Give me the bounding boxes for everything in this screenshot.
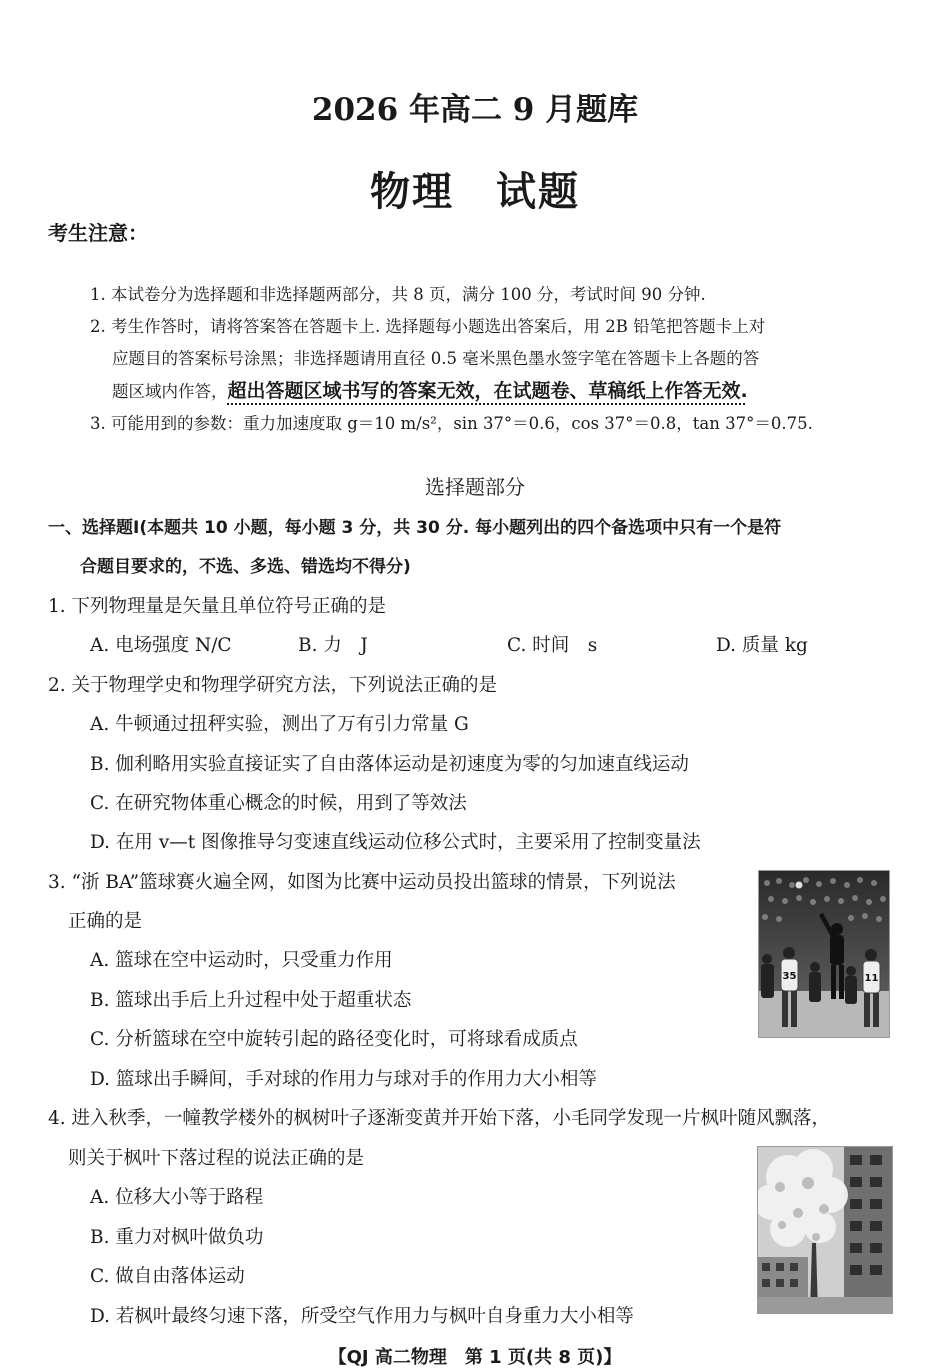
maple-tree-illustration: [758, 1147, 892, 1313]
basketball-photo: [758, 870, 890, 1038]
q2-option-a: A. 牛顿通过扭秤实验，测出了万有引力常量 G: [90, 714, 469, 735]
notice-item-1: 1. 本试卷分为选择题和非选择题两部分，共 8 页，满分 100 分，考试时间 90 分钟.: [90, 285, 706, 304]
q2-option-b: B. 伽利略用实验直接证实了自由落体运动是初速度为零的匀加速直线运动: [90, 754, 689, 775]
q1-option-c: C. 时间 s: [507, 635, 598, 656]
q4-stem-line2: 则关于枫叶下落过程的说法正确的是: [68, 1148, 365, 1169]
q1-option-b: B. 力 J: [298, 635, 368, 656]
section-title: 选择题部分: [425, 475, 525, 499]
q3-option-a: A. 篮球在空中运动时，只受重力作用: [90, 950, 393, 971]
q4-option-a: A. 位移大小等于路程: [90, 1187, 264, 1208]
q1-option-a: A. 电场强度 N/C: [90, 635, 232, 656]
basketball-scene-illustration: [759, 871, 889, 1037]
part1-instructions-line2: 合题目要求的，不选、多选、错选均不得分): [80, 557, 411, 577]
notice-item-2-line3-plain: 题区域内作答，: [112, 382, 228, 401]
notice-item-3: 3. 可能用到的参数：重力加速度取 g＝10 m/s²，sin 37°＝0.6，cos 37°＝0.8，tan 37°＝0.75.: [90, 414, 813, 433]
notice-emphasis: 超出答题区域书写的答案无效，在试题卷、草稿纸上作答无效.: [227, 380, 748, 402]
q1-option-d: D. 质量 kg: [716, 635, 808, 656]
notice-item-2-line3: [112, 376, 748, 403]
exam-title: 2026 年高二 9 月题库: [311, 92, 639, 128]
notice-item-2-line2: 应题目的答案标号涂黑；非选择题请用直径 0.5 毫米黑色墨水签字笔在答题卡上各题的答: [112, 349, 760, 368]
jersey-number-35: 35: [782, 971, 797, 982]
q4-option-c: C. 做自由落体运动: [90, 1266, 245, 1287]
q2-option-d: D. 在用 v—t 图像推导匀变速直线运动位移公式时，主要采用了控制变量法: [90, 832, 701, 853]
q3-option-c: C. 分析篮球在空中旋转引起的路径变化时，可将球看成质点: [90, 1029, 578, 1050]
page-footer: 【QJ 高二物理 第 1 页(共 8 页)】: [328, 1347, 622, 1368]
q1-stem: 1. 下列物理量是矢量且单位符号正确的是: [48, 596, 387, 617]
notice-item-2-line1: 2. 考生作答时，请将答案答在答题卡上. 选择题每小题选出答案后，用 2B 铅笔把答题卡上对: [90, 317, 766, 336]
maple-tree-photo: [757, 1146, 893, 1314]
part1-instructions-line1: 一、选择题Ⅰ(本题共 10 小题，每小题 3 分，共 30 分. 每小题列出的四个备选项中只有一个是符: [48, 518, 782, 538]
q2-stem: 2. 关于物理学史和物理学研究方法，下列说法正确的是: [48, 675, 498, 696]
q3-option-b: B. 篮球出手后上升过程中处于超重状态: [90, 990, 412, 1011]
q4-option-d: D. 若枫叶最终匀速下落，所受空气作用力与枫叶自身重力大小相等: [90, 1306, 634, 1327]
q4-stem-line1: 4. 进入秋季，一幢教学楼外的枫树叶子逐渐变黄并开始下落，小毛同学发现一片枫叶随风飘落，: [48, 1108, 831, 1129]
q4-option-b: B. 重力对枫叶做负功: [90, 1227, 264, 1248]
q3-stem-line1: 3. “浙 BA”篮球赛火遍全网，如图为比赛中运动员投出篮球的情景，下列说法: [48, 872, 676, 893]
exam-subtitle: 物理 试题: [370, 168, 580, 215]
notice-heading: 考生注意：: [48, 221, 148, 245]
q2-option-c: C. 在研究物体重心概念的时候，用到了等效法: [90, 793, 467, 814]
q3-option-d: D. 篮球出手瞬间，手对球的作用力与球对手的作用力大小相等: [90, 1069, 597, 1090]
jersey-number-11: 11: [864, 973, 879, 984]
q3-stem-line2: 正确的是: [68, 911, 143, 932]
